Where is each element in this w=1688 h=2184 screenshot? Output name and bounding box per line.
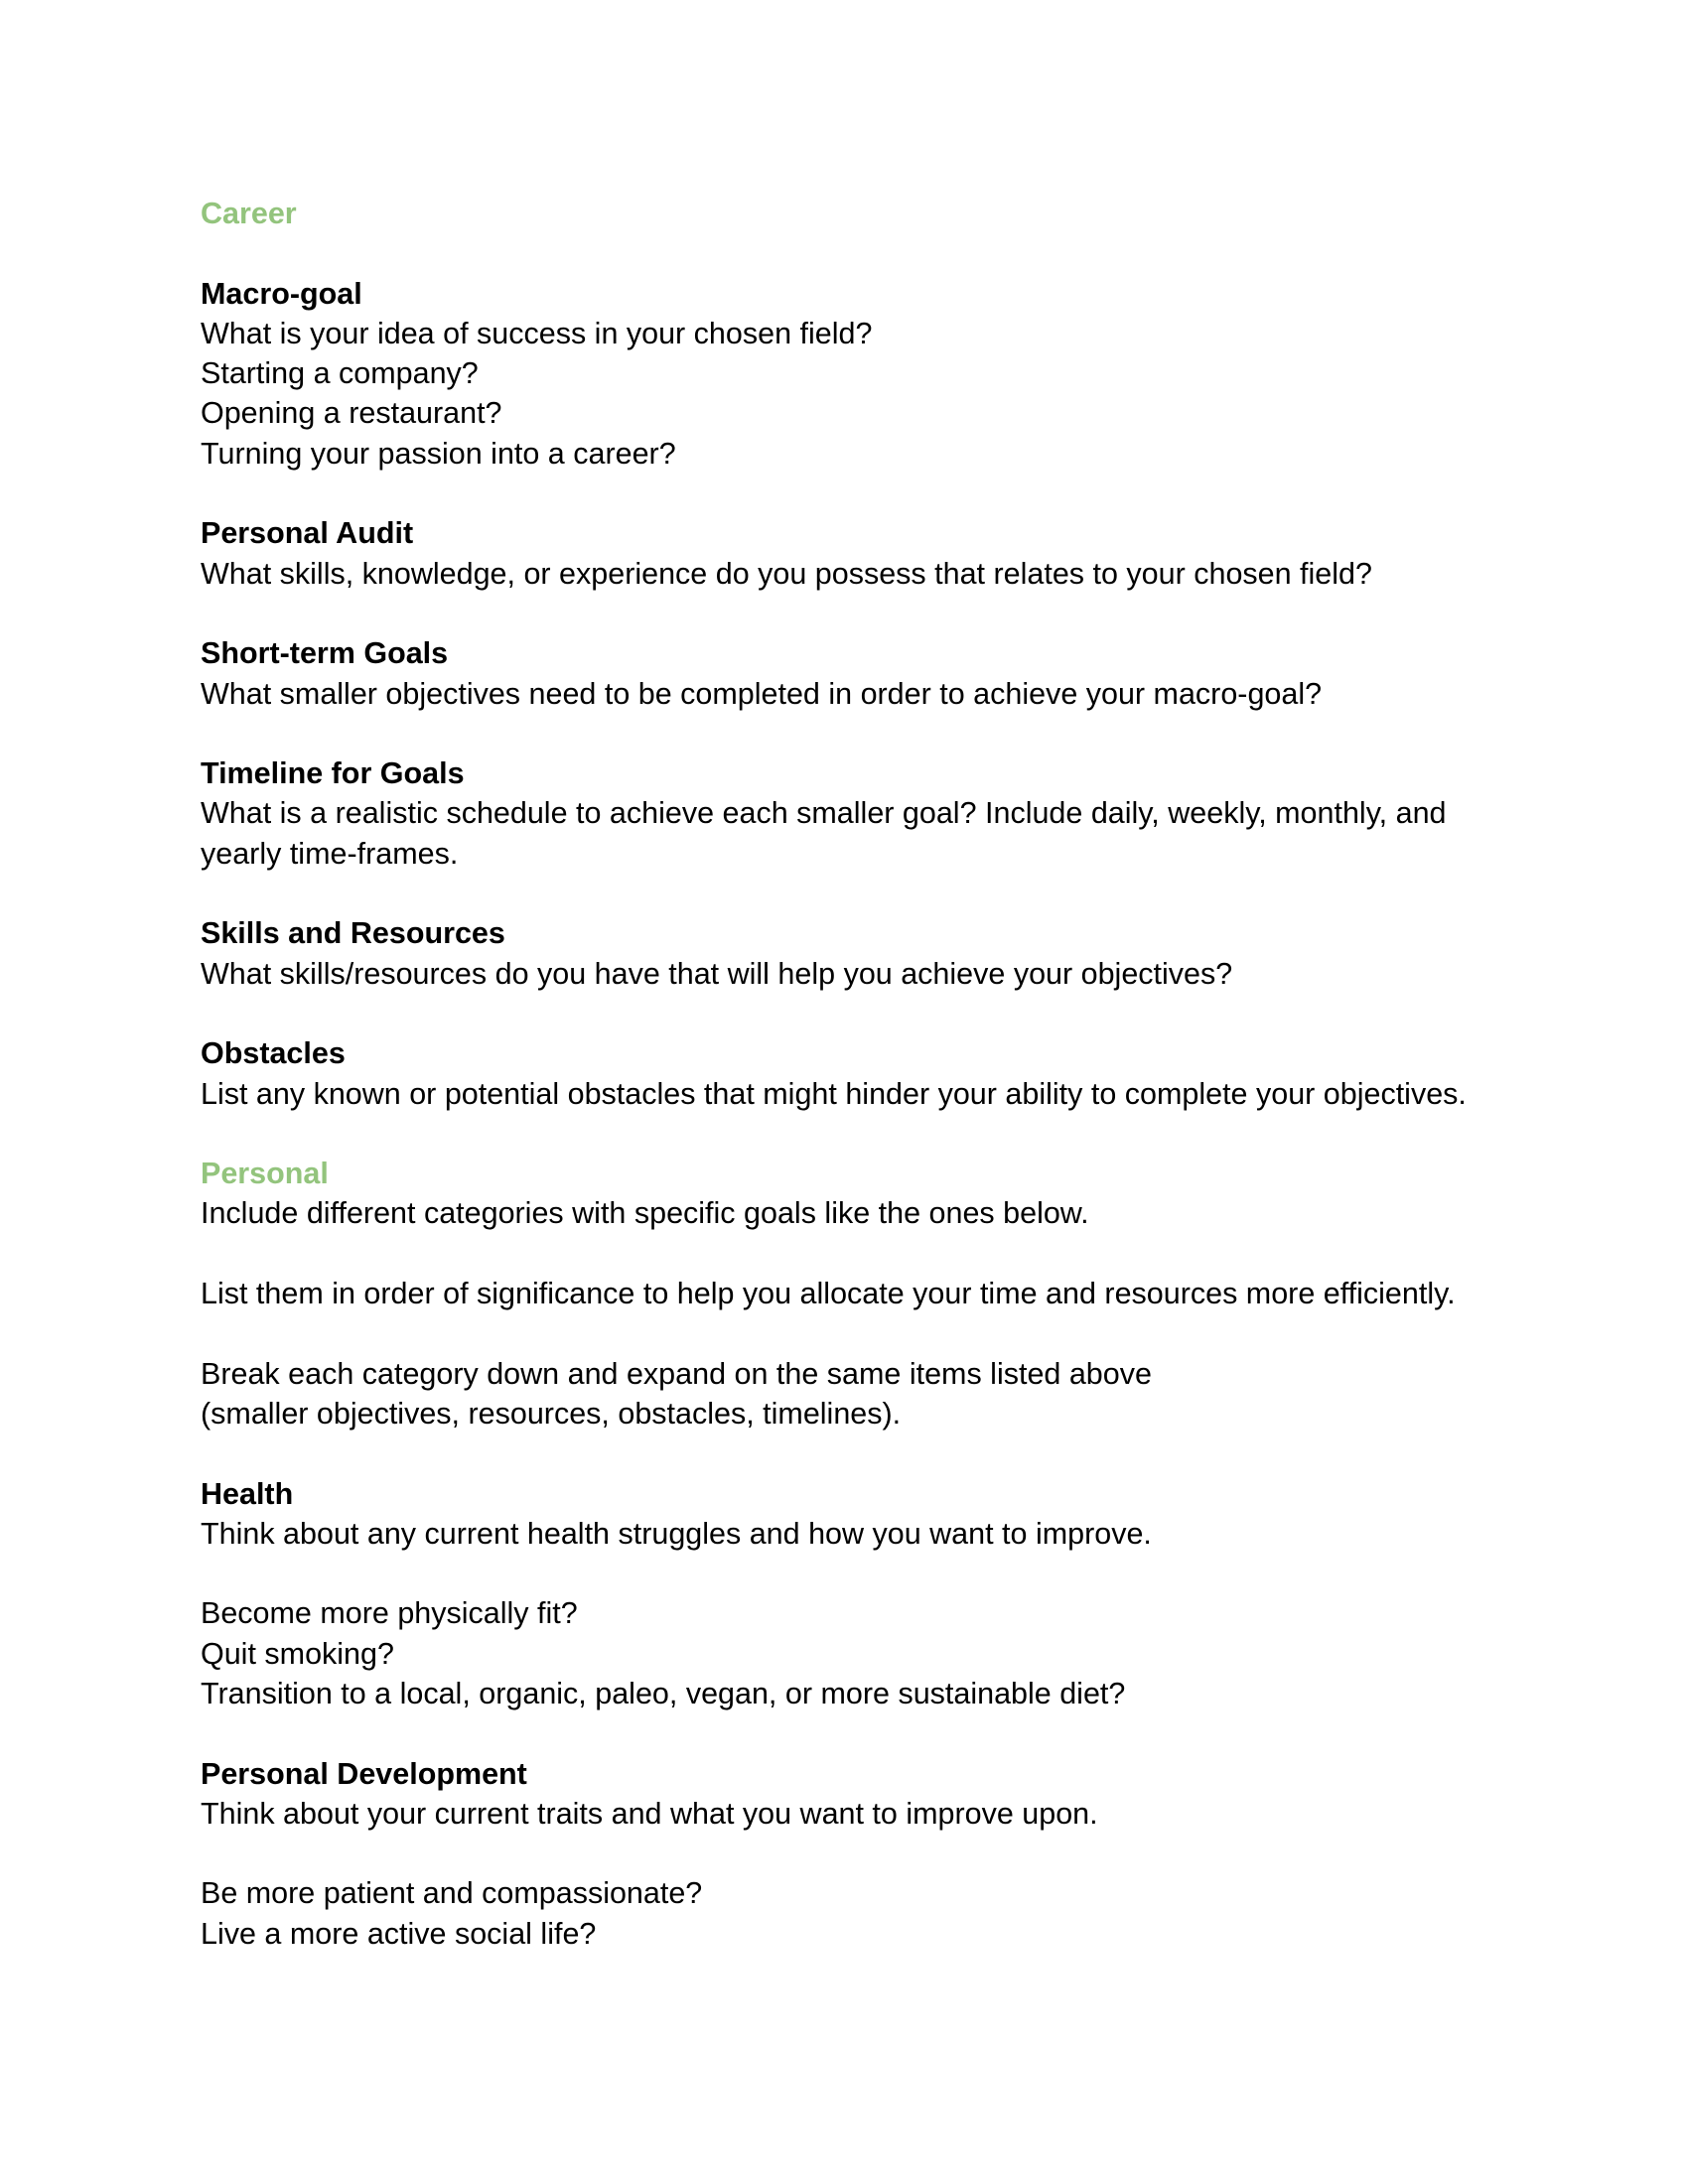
body-line: Break each category down and expand on the same items listed above [201,1356,1152,1391]
sub-heading: Personal Audit [201,516,414,551]
body-line: Think about your current traits and what you want to improve upon. [201,1796,1098,1831]
section-heading: Career [201,197,297,230]
blank-line [201,994,1489,1033]
sub-heading: Personal Development [201,1756,527,1791]
body-line: Quit smoking? [201,1636,394,1671]
blank-line [201,233,1489,273]
blank-line [201,1313,1489,1353]
blank-line [201,474,1489,513]
sub-heading: Short-term Goals [201,636,449,671]
sub-heading: Timeline for Goals [201,756,465,791]
sub-heading: Health [201,1476,294,1511]
blank-line [201,1713,1489,1753]
blank-line [201,1554,1489,1593]
blank-line [201,714,1489,753]
body-line: Turning your passion into a career? [201,436,676,471]
body-line: Include different categories with specific goals like the ones below. [201,1196,1089,1231]
body-line: Opening a restaurant? [201,396,502,431]
sub-heading: Skills and Resources [201,916,505,951]
body-line: Transition to a local, organic, paleo, vegan, or more sustainable diet? [201,1676,1126,1710]
body-line: What skills/resources do you have that will help you achieve your objectives? [201,956,1233,991]
body-line: Become more physically fit? [201,1596,578,1631]
body-line: Starting a company? [201,356,479,391]
blank-line [201,1834,1489,1873]
body-line: What is a realistic schedule to achieve each smaller goal? Include daily, weekly, monthly, and [201,796,1447,831]
body-line: List any known or potential obstacles that might hinder your ability to complete your objectives. [201,1076,1467,1111]
section-heading: Personal [201,1157,329,1191]
body-line: Live a more active social life? [201,1916,597,1951]
sub-heading: Macro-goal [201,276,362,311]
blank-line [201,1433,1489,1473]
body-line: What skills, knowledge, or experience do you possess that relates to your chosen field? [201,556,1372,591]
blank-line [201,594,1489,633]
body-line: yearly time-frames. [201,836,459,871]
blank-line [201,1114,1489,1154]
blank-line [201,1234,1489,1274]
body-line: Think about any current health struggles and how you want to improve. [201,1516,1152,1551]
body-line: (smaller objectives, resources, obstacles, timelines). [201,1396,902,1431]
body-line: Be more patient and compassionate? [201,1876,703,1911]
body-line: What is your idea of success in your chosen field? [201,316,873,350]
sub-heading: Obstacles [201,1036,346,1071]
body-line: List them in order of significance to help you allocate your time and resources more efficiently. [201,1277,1456,1311]
blank-line [201,874,1489,913]
body-line: What smaller objectives need to be completed in order to achieve your macro-goal? [201,676,1323,711]
